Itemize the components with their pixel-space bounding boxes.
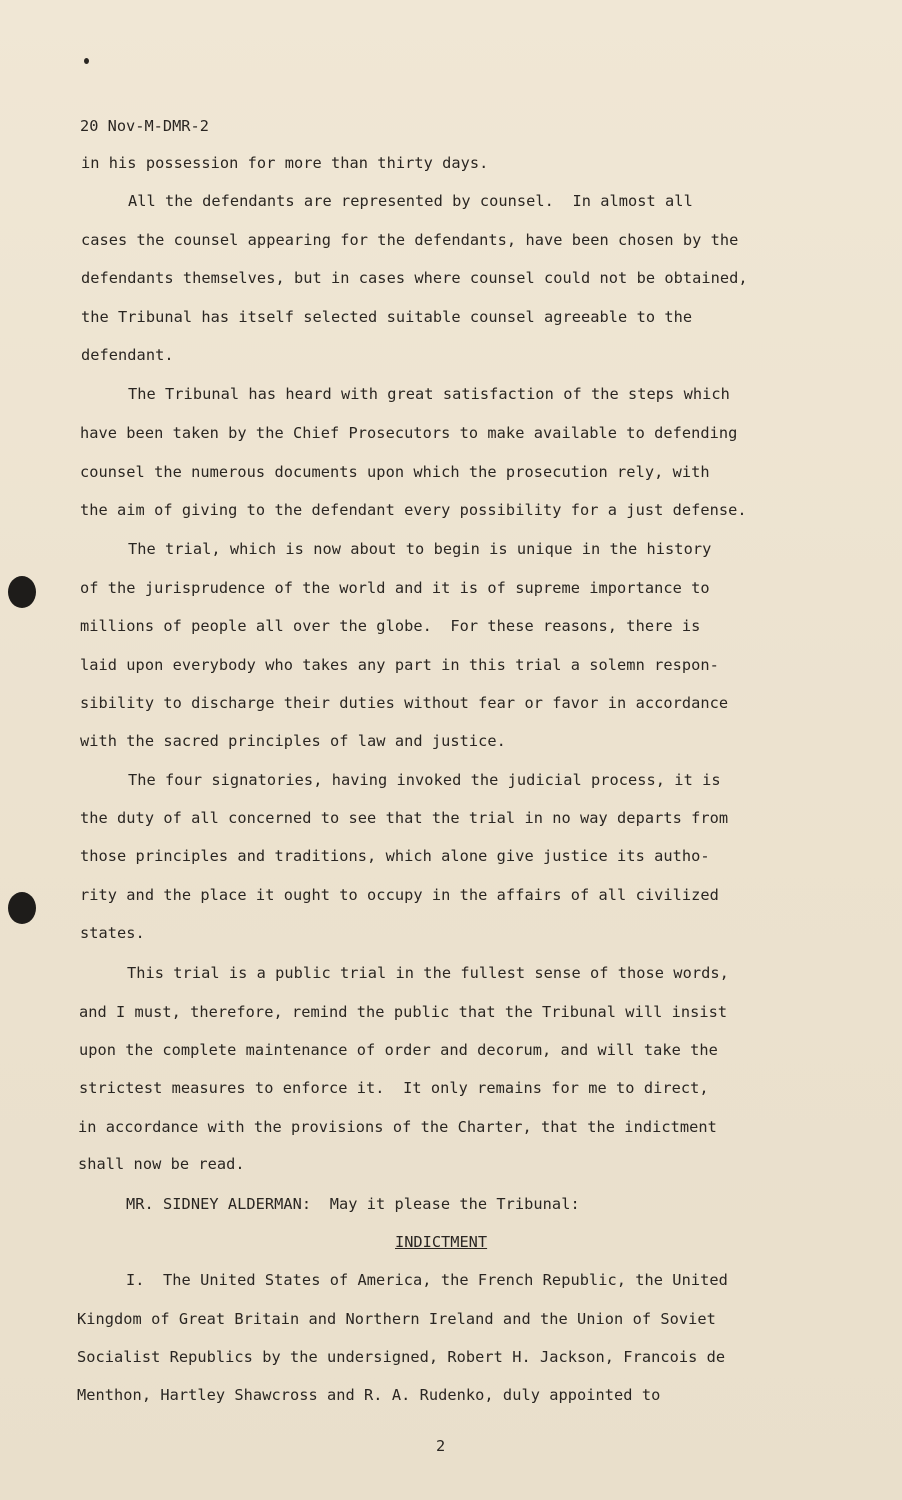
- text-line: I. The United States of America, the French Republic, the United: [126, 1271, 728, 1289]
- text-line: All the defendants are represented by counsel. In almost all: [128, 192, 693, 210]
- text-line: sibility to discharge their duties without fear or favor in accordance: [80, 694, 729, 712]
- text-line: upon the complete maintenance of order and decorum, and will take the: [79, 1041, 718, 1059]
- text-line: The four signatories, having invoked the judicial process, it is: [128, 771, 721, 789]
- text-line: the aim of giving to the defendant every possibility for a just defense.: [80, 501, 747, 519]
- text-line: millions of people all over the globe. For these reasons, there is: [80, 617, 701, 635]
- text-line: in accordance with the provisions of the Charter, that the indictment: [78, 1118, 717, 1136]
- text-line: strictest measures to enforce it. It only remains for me to direct,: [79, 1079, 709, 1097]
- page-number: 2: [436, 1437, 446, 1455]
- indictment-heading: INDICTMENT: [395, 1233, 488, 1251]
- text-line: Socialist Republics by the undersigned, Robert H. Jackson, Francois de: [77, 1348, 726, 1366]
- text-line: and I must, therefore, remind the public that the Tribunal will insist: [79, 1003, 728, 1021]
- text-line: The Tribunal has heard with great satisfaction of the steps which: [128, 385, 730, 403]
- text-line: Kingdom of Great Britain and Northern Ireland and the Union of Soviet: [77, 1310, 716, 1328]
- text-line: laid upon everybody who takes any part in this trial a solemn respon-: [80, 656, 719, 674]
- text-line: counsel the numerous documents upon which the prosecution rely, with: [80, 463, 710, 481]
- text-line: defendant.: [81, 346, 174, 364]
- text-line: cases the counsel appearing for the defendants, have been chosen by the: [81, 231, 739, 249]
- text-line: those principles and traditions, which alone give justice its autho-: [80, 847, 710, 865]
- text-line: in his possession for more than thirty days.: [81, 154, 489, 172]
- text-line: the duty of all concerned to see that the trial in no way departs from: [80, 809, 729, 827]
- text-line: This trial is a public trial in the fullest sense of those words,: [127, 964, 729, 982]
- ink-dot: [84, 58, 89, 64]
- text-line: with the sacred principles of law and justice.: [80, 732, 506, 750]
- text-line: defendants themselves, but in cases where counsel could not be obtained,: [81, 269, 748, 287]
- text-line: rity and the place it ought to occupy in the affairs of all civilized: [80, 886, 719, 904]
- text-line: Menthon, Hartley Shawcross and R. A. Rudenko, duly appointed to: [77, 1386, 661, 1404]
- document-code: 20 Nov-M-DMR-2: [80, 117, 209, 135]
- text-line: The trial, which is now about to begin is unique in the history: [128, 540, 712, 558]
- text-line: of the jurisprudence of the world and it is of supreme importance to: [80, 579, 710, 597]
- text-line: shall now be read.: [78, 1155, 245, 1173]
- speaker-line: MR. SIDNEY ALDERMAN: May it please the Tribunal:: [126, 1195, 580, 1213]
- text-line: states.: [80, 924, 145, 942]
- punch-hole-lower: [8, 892, 36, 924]
- punch-hole-upper: [8, 576, 36, 608]
- text-line: the Tribunal has itself selected suitable counsel agreeable to the: [81, 308, 693, 326]
- text-line: have been taken by the Chief Prosecutors to make available to defending: [80, 424, 738, 442]
